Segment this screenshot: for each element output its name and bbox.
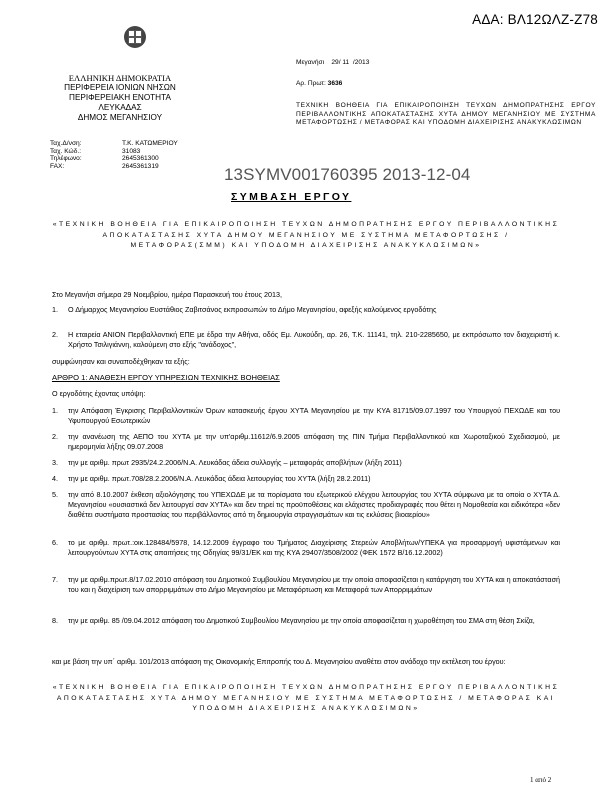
item-number: 3. [52, 458, 58, 467]
contact-label: Τηλέφωνο: [50, 155, 82, 163]
header-line: ΔΗΜΟΣ ΜΕΓΑΝΗΣΙΟΥ [77, 113, 163, 122]
page-number: 1 από 2 [530, 776, 552, 784]
item-text: Η εταιρεία ΑΝΙΟΝ Περιβαλλοντική ΕΠΕ με έδρα την Αθήνα, οδός Εμ. Λυκούδη, αρ. 26, Τ.Κ. 11141, τηλ. 210-2285650, με εκπρόσωπο τον διαχειριστή κ. Χρήστο Τσιλιγιάννη, καλούμενη στο εξής "ανάδοχος", [68, 330, 560, 350]
item-number: 8. [52, 616, 58, 625]
item-number: 5. [52, 490, 58, 499]
consideration-item [52, 490, 560, 521]
header-line: ΠΕΡΙΦΕΡΕΙΑ ΙΟΝΙΩΝ ΝΗΣΩΝ [64, 83, 176, 92]
project-title-quote: «ΤΕΧΝΙΚΗ ΒΟΗΘΕΙΑ ΓΙΑ ΕΠΙΚΑΙΡΟΠΟΙΗΣΗ ΤΕΥΧΩΝ ΔΗΜΟΠΡΑΤΗΣΗΣ ΕΡΓΟΥ ΠΕΡΙΒΑΛΛΟΝΤΙΚΗΣ ΑΠΟΚΑΤΑΣΤΑΣΗΣ ΧΥΤΑ ΔΗΜΟΥ ΜΕΓΑΝΗΣΙΟΥ ΜΕ ΣΥΣΤΗΜΑ ΜΕΤΑΦΟΡΤΩΣΗΣ / ΜΕΤΑΦΟΡΑΣ(ΣΜΜ) ΚΑΙ ΥΠΟΔΟΜΗ ΔΙΑΧΕΙΡΙΣΗΣ ΑΝΑΚΥΚΛΩΣΙΜΩΝ» [52, 221, 560, 250]
ada-code: ΑΔΑ: ΒΛ12ΩΛΖ-Ζ78 [472, 12, 598, 27]
item-number: 7. [52, 575, 58, 584]
party-item [52, 305, 560, 315]
item-number: 2. [52, 432, 58, 441]
header-line: ΛΕΥΚΑΔΑΣ [98, 103, 142, 112]
contact-value: Τ.Κ. ΚΑΤΩΜΕΡΙΟΥ [122, 140, 178, 147]
consideration-item [52, 432, 560, 452]
party-item [52, 330, 560, 350]
item-text: την με αριθμ.πρωτ.8/17.02.2010 απόφαση του Δημοτικού Συμβουλίου Μεγανησίου με την οποία αποφασίζεται η κατάργηση του ΧΥΤΑ και η αποκατάστασή του και η διαχείριση των απορριμμάτων στο Δήμο Μεγανησίου με Μεταφόρτωση και Μεταφορά των Απορριμμάτων [68, 575, 560, 595]
assignment-paragraph: και με βάση την υπ΄ αριθμ. 101/2013 απόφαση της Οικονομικής Επιτροπής του Δ. Μεγανησίου αναθέτει στον ανάδοχο την εκτέλεση του έργου: [52, 657, 506, 666]
consideration-item [52, 538, 560, 558]
header-line: ΠΕΡΙΦΕΡΕΙΑΚΗ ΕΝΟΤΗΤΑ [69, 93, 171, 102]
item-number: 4. [52, 474, 58, 483]
protocol-label: Αρ. Πρωτ: [296, 80, 328, 87]
protocol [296, 80, 342, 87]
contact-value: 2645361300 [122, 155, 159, 163]
greek-emblem-icon [124, 26, 146, 48]
subject: ΤΕΧΝΙΚΗ ΒΟΗΘΕΙΑ ΓΙΑ ΕΠΙΚΑΙΡΟΠΟΙΗΣΗ ΤΕΥΧΩΝ ΔΗΜΟΠΡΑΤΗΣΗΣ ΕΡΓΟΥ ΠΕΡΙΒΑΛΛΟΝΤΙΚΗΣ ΑΠΟΚΑΤΑΣΤΑΣΗΣ ΧΥΤΑ ΔΗΜΟΥ ΜΕΓΑΝΗΣΙΟΥ ΜΕ ΣΥΣΤΗΜΑ ΜΕΤΑΦΟΡΤΩΣΗΣ / ΜΕΤΑΦΟΡΑΣ ΚΑΙ ΥΠΟΔΟΜΗ ΔΙΑΧΕΙΡΙΣΗΣ ΑΝΑΚΥΚΛΩΣΙΜΩΝ [296, 102, 596, 127]
consideration-item [52, 616, 560, 626]
agreed-text: συμφώνησαν και συναποδέχθηκαν τα εξής: [52, 357, 190, 366]
consideration-item [52, 575, 560, 595]
item-text: την Απόφαση Έγκρισης Περιβαλλοντικών Όρων κατασκευής έργου ΧΥΤΑ Μεγανησίου με την ΚΥΑ 81715/09.07.1997 του Υπουργού ΠΕΧΩΔΕ και του Υφυπουργού Εσωτερικών [68, 406, 560, 426]
consideration-item [52, 406, 560, 426]
place-date: Μεγανήσι 29/ 11 /2013 [296, 59, 370, 66]
consideration-item [52, 474, 560, 484]
item-text: την με αριθμ. πρωτ.708/28.2.2006/Ν.Α. Λευκάδας άδεια λειτουργίας του ΧΥΤΑ (λήξη 28.2.2011) [68, 474, 371, 483]
contact-value: 31083 [122, 147, 141, 155]
article-1-heading: ΑΡΘΡΟ 1: ΑΝΑΘΕΣΗ ΕΡΓΟΥ ΥΠΗΡΕΣΙΩΝ ΤΕΧΝΙΚΗΣ ΒΟΗΘΕΙΑΣ [52, 373, 280, 382]
issuer-header [30, 73, 210, 123]
contact-label: Ταχ.Δ/νση: [50, 140, 82, 147]
registry-number: 13SYMV001760395 2013-12-04 [224, 165, 471, 184]
header-line: ΕΛΛΗΝΙΚΗ ΔΗΜΟΚΡΑΤΙΑ [68, 73, 172, 83]
protocol-number: 3636 [327, 80, 343, 87]
project-title-quote-2: «ΤΕΧΝΙΚΗ ΒΟΗΘΕΙΑ ΓΙΑ ΕΠΙΚΑΙΡΟΠΟΙΗΣΗ ΤΕΥΧΩΝ ΔΗΜΟΠΡΑΤΗΣΗΣ ΕΡΓΟΥ ΠΕΡΙΒΑΛΛΟΝΤΙΚΗΣ ΑΠΟΚΑΤΑΣΤΑΣΗΣ ΧΥΤΑ ΔΗΜΟΥ ΜΕΓΑΝΗΣΙΟΥ ΜΕ ΣΥΣΤΗΜΑ ΜΕΤΑΦΟΡΤΩΣΗΣ / ΜΕΤΑΦΟΡΑΣ ΚΑΙ ΥΠΟΔΟΜΗ ΔΙΑΧΕΙΡΙΣΗΣ ΑΝΑΚΥΚΛΩΣΙΜΩΝ» [52, 684, 560, 713]
intro-paragraph: Στο Μεγανήσι σήμερα 29 Νοεμβρίου, ημέρα Παρασκευή του έτους 2013, [52, 290, 282, 299]
contact-block [50, 140, 178, 171]
item-text: Ο Δήμαρχος Μεγανησίου Ευστάθιος Ζαβιτσάνος εκπροσωπών το Δήμο Μεγανησίου, αφεξής καλούμενος εργοδότης [68, 305, 437, 314]
item-text: την από 8.10.2007 έκθεση αξιολόγησης του ΥΠΕΧΩΔΕ με τα πορίσματα του εξωτερικού ελέγχου λειτουργίας του ΧΥΤΑ σύμφωνα με τα οποία ο ΧΥΤΑ Δ. Μεγανησίου «ουσιαστικά δεν λειτουργεί σαν ΧΥΤΑ» και δεν τηρεί τις προϋποθέσεις και ελάχιστες προδιαγραφές που θέτει η Νομοθεσία και ειδικότερα «δεν διαθέτει συστήματα προστασίας του περιβάλλοντος από τη δημιουργία στραγγισμάτων και τις εκλύσεις βιοαερίου» [68, 490, 560, 520]
item-text: την ανανέωση της ΑΕΠΟ του ΧΥΤΑ με την υπ'αριθμ.11612/6.9.2005 απόφαση της ΠΙΝ Τμήμα Περιβαλλοντικού και Χωροταξικού Σχεδιασμού, με ημερομηνία λήξης 09.07.2008 [68, 432, 560, 452]
considering-text: Ο εργοδότης έχοντας υπόψη: [52, 389, 146, 398]
consideration-item [52, 458, 560, 468]
item-text: την με αριθμ. πρωτ 2935/24.2.2006/Ν.Α. Λευκάδας άδεια συλλογής – μεταφοράς αποβλήτων (λήξη 2011) [68, 458, 402, 467]
item-number: 6. [52, 538, 58, 547]
contact-label: FAX: [50, 163, 65, 171]
item-text: την με αριθμ. 85 /09.04.2012 απόφαση του Δημοτικού Συμβουλίου Μεγανησίου με την οποία αποφασίζεται η χωροθέτηση του ΣΜΑ στη θέση Σκίζα, [68, 616, 535, 625]
contact-label: Ταχ. Κώδ.: [50, 147, 82, 155]
document-title: ΣΥΜΒΑΣΗ ΕΡΓΟΥ [231, 191, 352, 203]
item-text: το με αριθμ. πρωτ.:οικ.128484/5978, 14.12.2009 έγγραφο του Τμήματος Διαχείρισης Στερεών Αποβλήτων/ΥΠΕΚΑ για προσαρμογή υφιστάμενων και λειτουργούντων ΧΥΤΑ στις απαιτήσεις της Οδηγίας 99/31/ΕΚ και της ΚΥΑ 29407/3508/2002 (ΦΕΚ 1572 Β/16.12.2002) [68, 538, 560, 558]
item-number: 1. [52, 406, 58, 415]
item-number: 1. [52, 305, 58, 314]
item-number: 2. [52, 330, 58, 339]
contact-value: 2645361319 [122, 163, 159, 171]
